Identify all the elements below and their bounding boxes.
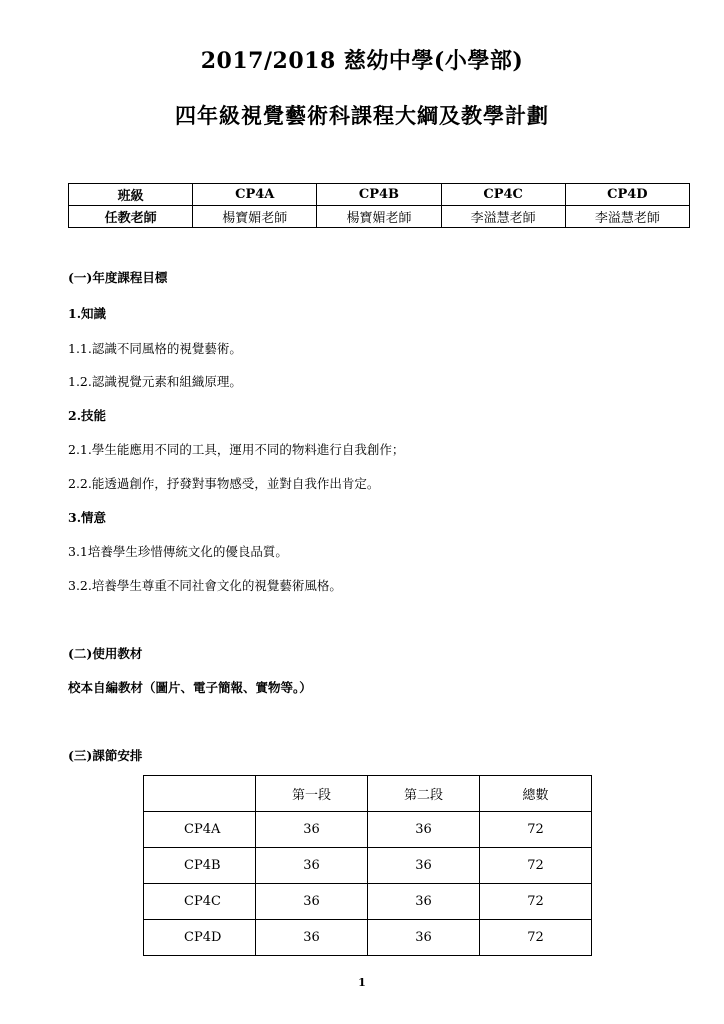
table-cell: CP4B — [317, 184, 441, 206]
table-row — [144, 848, 592, 884]
table-header-cell: 第一段 — [256, 776, 368, 812]
table-cell: 楊寶媚老師 — [317, 206, 441, 228]
table-header-cell — [144, 776, 256, 812]
table-cell: 36 — [256, 920, 368, 956]
list-item: 3.2.培養學生尊重不同社會文化的視覺藝術風格。 — [68, 578, 342, 593]
page-number: 1 — [358, 976, 366, 989]
table-cell: CP4C — [441, 184, 565, 206]
table-cell: 36 — [256, 812, 368, 848]
table-cell: CP4A — [144, 812, 256, 848]
table-cell: 36 — [256, 848, 368, 884]
schedule-table — [143, 775, 592, 956]
document-title: 2017/2018 慈幼中學(小學部) — [200, 48, 524, 74]
list-item: 2.1.學生能應用不同的工具，運用不同的物料進行自我創作； — [68, 442, 405, 457]
table-cell: 36 — [368, 884, 480, 920]
list-item: 2.2.能透過創作，抒發對事物感受，並對自我作出肯定。 — [68, 476, 380, 491]
document-subtitle: 四年級視覺藝術科課程大綱及教學計劃 — [175, 103, 549, 128]
table-row — [144, 884, 592, 920]
table-cell: 36 — [368, 848, 480, 884]
class-row — [69, 184, 690, 206]
table-cell: CP4A — [193, 184, 317, 206]
table-cell: 72 — [480, 884, 592, 920]
list-item: 1.2.認識視覺元素和組織原理。 — [68, 374, 242, 389]
table-cell: 李溢慧老師 — [441, 206, 565, 228]
table-row — [144, 812, 592, 848]
subheading-knowledge: 1.知識 — [68, 306, 107, 321]
table-header-row — [144, 776, 592, 812]
table-cell: CP4D — [565, 184, 689, 206]
table-cell: CP4B — [144, 848, 256, 884]
table-header-cell: 第二段 — [368, 776, 480, 812]
section-heading-goals: (一)年度課程目標 — [68, 270, 168, 285]
table-cell: 36 — [256, 884, 368, 920]
table-cell: 班級 — [69, 184, 193, 206]
table-cell: 72 — [480, 848, 592, 884]
table-cell: 36 — [368, 812, 480, 848]
table-cell: 36 — [368, 920, 480, 956]
section-heading-materials: (二)使用教材 — [68, 646, 143, 661]
section-heading-schedule: (三)課節安排 — [68, 748, 143, 763]
table-row — [144, 920, 592, 956]
table-cell: 李溢慧老師 — [565, 206, 689, 228]
subheading-skills: 2.技能 — [68, 408, 107, 423]
list-item: 3.1培養學生珍惜傳統文化的優良品質。 — [68, 544, 288, 559]
table-cell: CP4C — [144, 884, 256, 920]
table-cell: CP4D — [144, 920, 256, 956]
list-item: 1.1.認識不同風格的視覺藝術。 — [68, 341, 242, 356]
table-cell: 72 — [480, 812, 592, 848]
table-cell: 楊寶媚老師 — [193, 206, 317, 228]
materials-text: 校本自編教材（圖片、電子簡報、實物等。） — [68, 680, 312, 695]
table-header-cell: 總數 — [480, 776, 592, 812]
subheading-attitude: 3.情意 — [68, 510, 107, 525]
class-teacher-table — [68, 183, 690, 228]
table-cell: 任教老師 — [69, 206, 193, 228]
teacher-row — [69, 206, 690, 228]
table-cell: 72 — [480, 920, 592, 956]
